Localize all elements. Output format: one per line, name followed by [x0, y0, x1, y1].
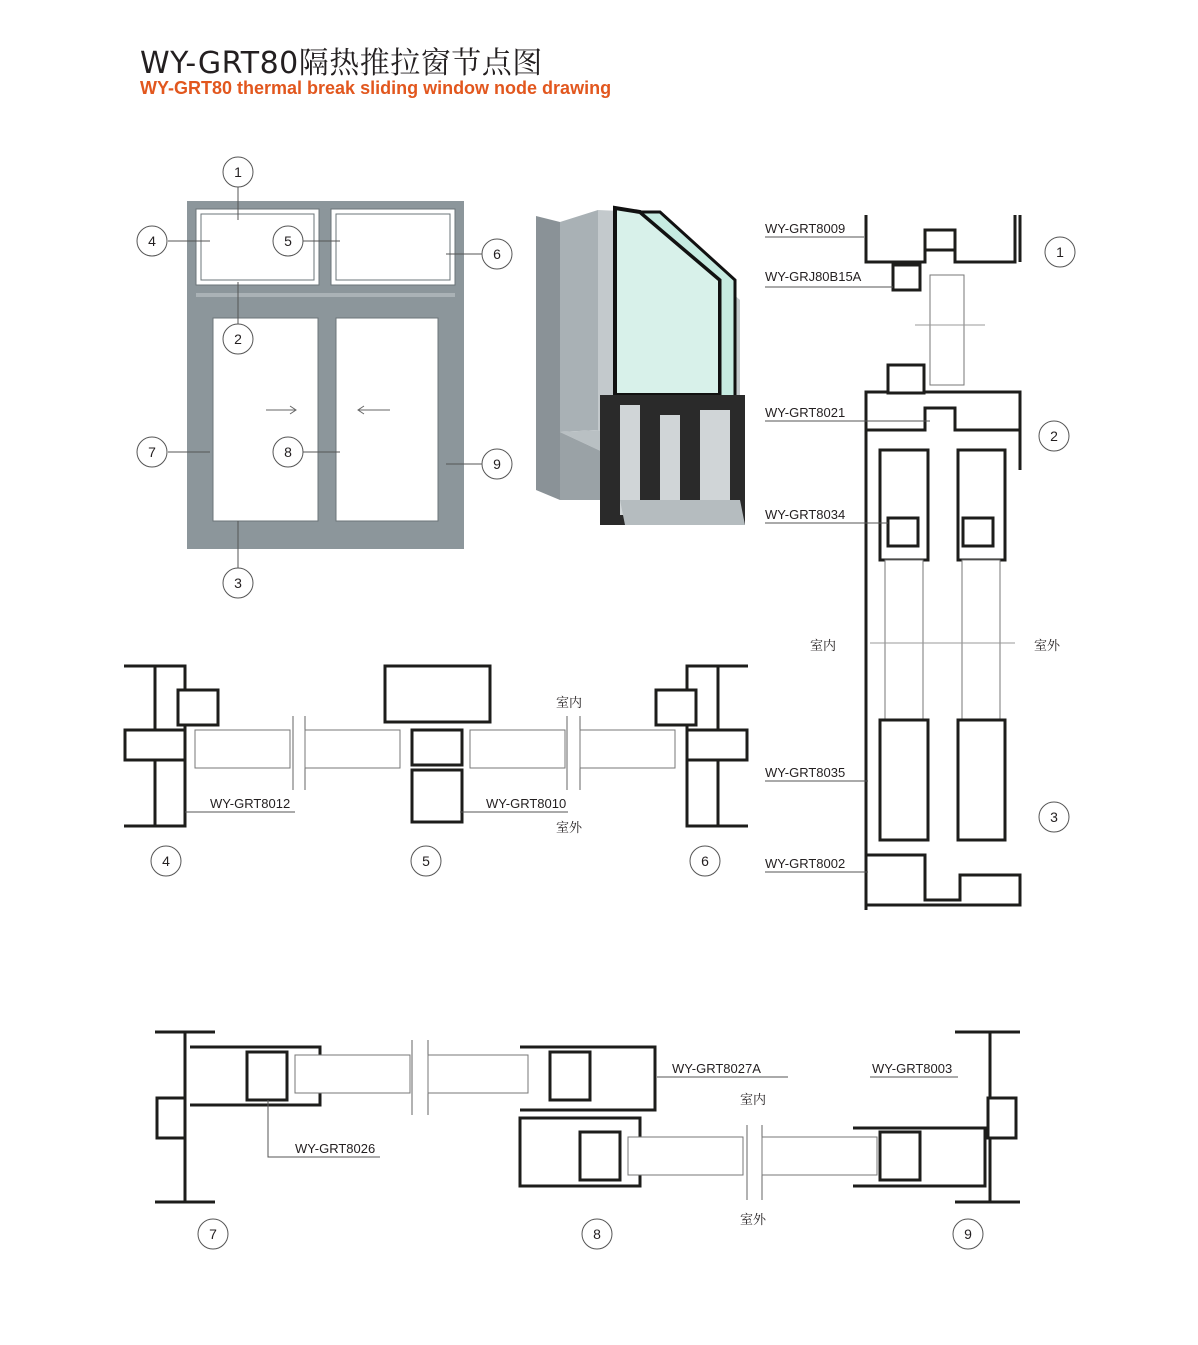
glass-lower-left	[295, 1055, 410, 1093]
section-marker-4: 4	[162, 853, 170, 869]
section-marker-9: 9	[964, 1226, 972, 1242]
section-marker-8: 8	[593, 1226, 601, 1242]
profile-wy-grt8002	[866, 855, 1020, 905]
glass-lower-left-2	[428, 1055, 528, 1093]
label-indoor: 室内	[556, 696, 583, 711]
section-marker-3: 3	[1050, 809, 1058, 825]
glass-upper	[930, 275, 964, 385]
render-face-left	[536, 216, 560, 500]
label-wy-grt8035: WY-GRT8035	[765, 765, 846, 780]
render-base	[620, 500, 745, 525]
label-wy-grt8003: WY-GRT8003	[872, 1061, 953, 1076]
marker-8-label: 8	[284, 444, 292, 460]
section-marker-7: 7	[209, 1226, 217, 1242]
transom-bar	[196, 293, 455, 297]
profile-wy-grt8035-right	[958, 720, 1005, 840]
label-outdoor: 室外	[556, 821, 583, 836]
section-marker-5: 5	[422, 853, 430, 869]
profile-frame-left-break	[157, 1098, 185, 1138]
glass-lower-right	[628, 1137, 743, 1175]
label-outdoor: 室外	[1034, 639, 1061, 654]
label-indoor: 室内	[810, 639, 837, 654]
profile-wy-grt8010-bottom	[412, 770, 462, 822]
profile-wy-grt8027a-core-bottom	[580, 1132, 620, 1180]
profile-wy-grt8027a-core-top	[550, 1052, 590, 1100]
glass-upper-right-2	[580, 730, 675, 768]
window-elevation	[137, 157, 512, 598]
render-section-insert-1	[620, 405, 640, 515]
section-marker-2: 2	[1050, 428, 1058, 444]
marker-9-label: 9	[493, 456, 501, 472]
sash-right-glass	[336, 318, 438, 521]
label-wy-grt8012: WY-GRT8012	[210, 796, 291, 811]
marker-6-label: 6	[493, 246, 501, 262]
lower-horizontal-section	[155, 1032, 1020, 1249]
label-wy-grt8034: WY-GRT8034	[765, 507, 846, 522]
label-wy-grt8026: WY-GRT8026	[295, 1141, 376, 1156]
label-wy-grt8010: WY-GRT8010	[486, 796, 567, 811]
transom-right-glass	[331, 209, 455, 285]
render-section-insert-3	[700, 410, 730, 515]
profile-wy-grt8003-break	[988, 1098, 1016, 1138]
section-marker-1: 1	[1056, 244, 1064, 260]
marker-2-label: 2	[234, 331, 242, 347]
render-face-front	[560, 210, 598, 432]
glass-upper-right	[470, 730, 565, 768]
marker-5-label: 5	[284, 233, 292, 249]
label-wy-grt8009: WY-GRT8009	[765, 221, 846, 236]
page-title: WY-GRT80隔热推拉窗节点图	[140, 46, 543, 81]
profile-wy-grt8010-top	[385, 666, 490, 722]
upper-horizontal-section	[124, 666, 748, 876]
profile-wy-grt8012-left-core	[178, 690, 218, 725]
profile-wy-grt8012-right-core	[656, 690, 696, 725]
page-subtitle: WY-GRT80 thermal break sliding window node drawing	[140, 78, 612, 98]
label-wy-grt8021: WY-GRT8021	[765, 405, 846, 420]
glass-sash-right	[962, 560, 1000, 720]
profile-wy-grj80b15a	[893, 265, 920, 290]
profile-wy-grt8003-core	[880, 1132, 920, 1180]
glass-lower-right-2	[762, 1137, 877, 1175]
profile-wy-grt8021-cap	[888, 365, 924, 393]
profile-wy-grt8010-core	[412, 730, 462, 765]
profile-wy-grt8034-left-core	[888, 518, 918, 546]
label-outdoor: 室外	[740, 1213, 767, 1228]
glass-upper-left	[195, 730, 290, 768]
vertical-section	[765, 215, 1075, 910]
label-wy-grj80b15a: WY-GRJ80B15A	[765, 269, 862, 284]
profile-wy-grt8026-core	[247, 1052, 287, 1100]
label-wy-grt8027a: WY-GRT8027A	[672, 1061, 761, 1076]
marker-1-label: 1	[234, 164, 242, 180]
label-wy-grt8002: WY-GRT8002	[765, 856, 846, 871]
glass-upper-left-2	[305, 730, 400, 768]
glass-sash-left	[885, 560, 923, 720]
marker-4-label: 4	[148, 233, 156, 249]
section-marker-6: 6	[701, 853, 709, 869]
marker-3-label: 3	[234, 575, 242, 591]
profile-wy-grt8035-left	[880, 720, 928, 840]
profile-wy-grt8012-right-break	[687, 730, 747, 760]
profile-wy-grt8012-left-break	[125, 730, 185, 760]
profile-wy-grt8009-core	[925, 230, 955, 250]
marker-7-label: 7	[148, 444, 156, 460]
corner-3d-render	[536, 208, 745, 525]
profile-wy-grt8021	[866, 392, 1020, 430]
label-indoor: 室内	[740, 1093, 767, 1108]
profile-wy-grt8034-right-core	[963, 518, 993, 546]
